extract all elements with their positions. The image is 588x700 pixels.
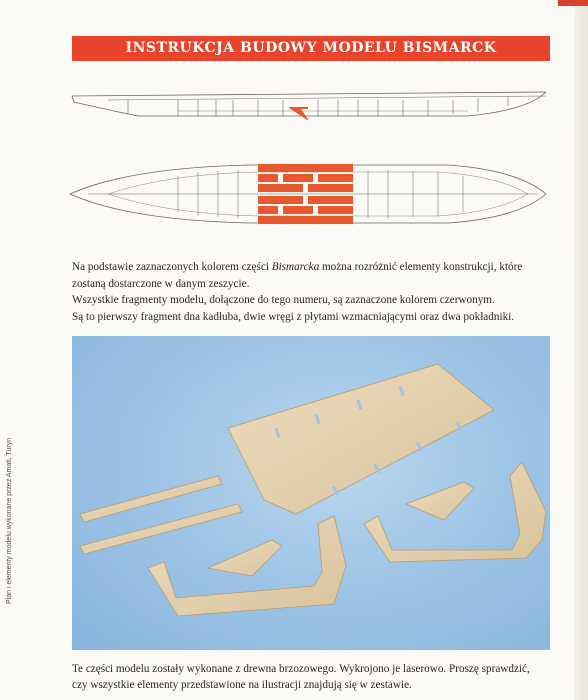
page-edge xyxy=(574,0,588,700)
parts-photo xyxy=(72,336,550,650)
intro-line-1-start: Na podstawie zaznaczonych kolorem części xyxy=(72,261,272,273)
caption-line-2: czy wszystkie elementy przedstawione na ilustracji znajdują się w zestawie. xyxy=(72,679,412,691)
intro-line-2: zostaną dostarczone w danym zeszycie. xyxy=(72,277,250,290)
plywood-parts-illustration xyxy=(72,336,550,650)
page-title: INSTRUKCJA BUDOWY MODELU BISMARCK xyxy=(72,36,550,61)
ship-name: Bismarcka xyxy=(271,261,320,273)
photo-caption xyxy=(72,661,552,693)
side-credit: Plan i elementy modelu wykonane przez Amati, Turyn xyxy=(6,437,13,604)
reinforcing-plate-right xyxy=(406,482,474,520)
caption-line-1: Te części modelu zostały wykonane z drewna brzozowego. Wykrojono je laserowo. Proszę sprawdzić, xyxy=(72,663,530,675)
top-view-plan xyxy=(70,164,546,224)
page-edge-accent xyxy=(558,0,588,6)
intro-line-4: Są to pierwszy fragment dna kadłuba, dwie wręgi z płytami wzmacniającymi oraz dwa pokładniki. xyxy=(72,310,515,323)
intro-line-3: Wszystkie fragmenty modelu, dołączone do tego numeru, są zaznaczone kolorem czerwonym. xyxy=(72,294,495,306)
intro-line-1 xyxy=(72,259,552,276)
frame-right xyxy=(364,462,546,562)
intro-text xyxy=(72,259,552,325)
side-elevation-plan xyxy=(72,92,546,120)
ship-plan-diagrams xyxy=(68,80,552,235)
reinforcing-plate-left xyxy=(208,540,282,576)
intro-line-1-end: można rozróżnić elementy konstrukcji, które xyxy=(319,261,523,273)
